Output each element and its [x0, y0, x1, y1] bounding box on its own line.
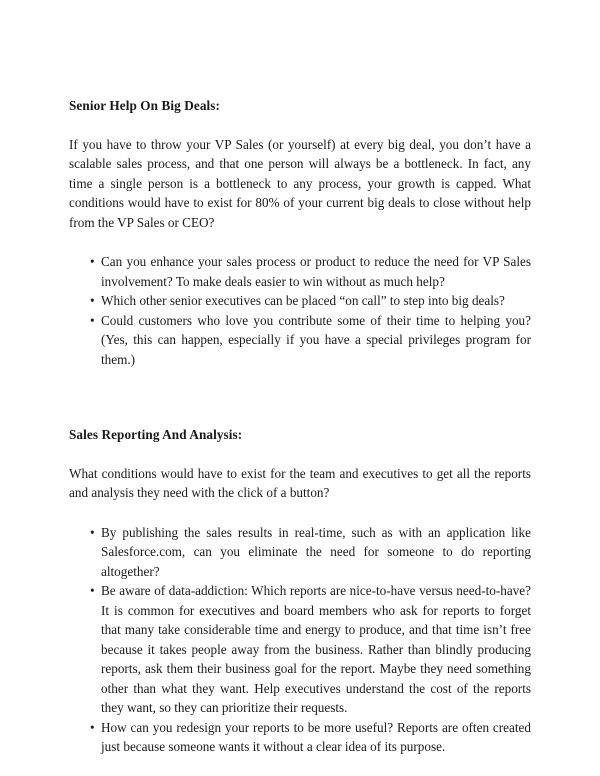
section-heading-sales-reporting-and-analysis: Sales Reporting And Analysis: [69, 427, 243, 442]
list-item [69, 291, 531, 311]
spacer [69, 116, 531, 135]
list-item-text: Could customers who love you contribute some of their time to helping you? (Yes, this can happen, especially if you have a special privileges program for them.) [101, 312, 531, 367]
list-item [69, 718, 531, 757]
list-item-text: Can you enhance your sales process or product to reduce the need for VP Sales involvement? To make deals easier to win without as much help? [101, 254, 531, 289]
bullet-point-icon: • [90, 719, 95, 735]
bullet-point-icon: • [90, 312, 95, 328]
list-item [69, 581, 531, 718]
spacer [69, 503, 531, 523]
list-item-text: How can you redesign your reports to be more useful? Reports are often created just because someone wants it without a clear idea of its purpose. [101, 719, 531, 754]
page-content [69, 96, 531, 757]
bullet-list-senior-help-on-big-deals [69, 252, 531, 369]
list-item [69, 523, 531, 582]
section-spacer [69, 369, 531, 425]
section-heading-senior-help-on-big-deals: Senior Help On Big Deals: [69, 98, 220, 113]
spacer [69, 445, 531, 464]
list-item-text: Be aware of data-addiction: Which reports are nice-to-have versus need-to-have? It is common for executives and board members who ask for reports to forget that many take considerable time and energy to produce, and that time isn’t free because it takes people away from the business. Rather than blindly producing reports, ask them their business goal for the report. Maybe they need something other than what they want. Help executives understand the cost of the reports they want, so they can prioritize their requests. [101, 583, 531, 715]
bullet-point-icon: • [90, 254, 95, 269]
section-paragraph-senior-help-on-big-deals: If you have to throw your VP Sales (or yourself) at every big deal, you don’t have a scalable sales process, and that one person will always be a bottleneck. In fact, any time a single person is a bottleneck to any process, your growth is capped. What conditions would have to exist for 80% of your current big deals to close without help from the VP Sales or CEO? [69, 136, 531, 230]
list-item [69, 252, 531, 291]
list-item-text: Which other senior executives can be placed “on call” to step into big deals? [101, 293, 505, 308]
list-item-text: By publishing the sales results in real-time, such as with an application like Salesforce.com, can you eliminate the need for someone to do reporting altogether? [101, 524, 531, 579]
spacer [69, 232, 531, 252]
bullet-point-icon: • [90, 293, 95, 308]
bullet-point-icon: • [90, 524, 95, 540]
bullet-list-sales-reporting-and-analysis [69, 523, 531, 757]
list-item [69, 311, 531, 370]
section-paragraph-sales-reporting-and-analysis: What conditions would have to exist for the team and executives to get all the reports and analysis they need with the click of a button? [69, 465, 531, 500]
bullet-point-icon: • [90, 583, 95, 598]
